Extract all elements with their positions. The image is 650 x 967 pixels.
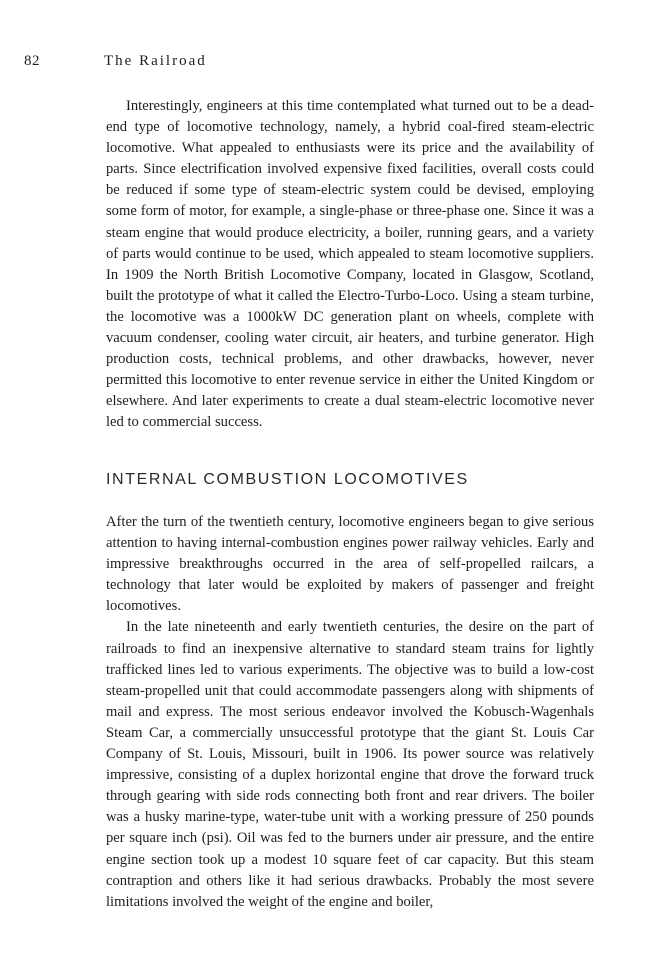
paragraph: Interestingly, engineers at this time contemplated what turned out to be a dead-end type of locomotive technology, namely, a hybrid coal-fired steam-electric locomotive. What appealed to enthusiasts were its price and the availability of parts. Since electrification involved expensive fixed facilities, overall costs could be reduced if some type of steam-electric system could be devised, employing some form of motor, for example, a single-phase or three-phase one. Since it was a steam engine that would produce electricity, a boiler, running gears, and a variety of parts would continue to be used, which appealed to steam locomotive suppliers. In 1909 the North British Locomotive Company, located in Glasgow, Scotland, built the prototype of what it called the Electro-Turbo-Loco. Using a steam turbine, the locomotive was a 1000kW DC generation plant on wheels, complete with vacuum condenser, cooling water circuit, air heaters, and turbine generator. High production costs, technical problems, and other drawbacks, however, never permitted this locomotive to enter revenue service in either the United Kingdom or elsewhere. And later experiments to create a dual steam-electric locomotive never led to commercial success. <box>106 98 594 431</box>
running-head-title: The Railroad <box>104 53 207 69</box>
paragraph: In the late nineteenth and early twentieth centuries, the desire on the part of railroads to find an inexpensive alternative to standard steam trains for lightly trafficked lines led to various experiments. The objective was to build a low-cost steam-propelled unit that could accommodate passengers along with shipments of mail and express. The most serious endeavor involved the Kobusch-Wagenhals Steam Car, a commercially unsuccessful prototype that the giant St. Louis Car Company of St. Louis, Missouri, built in 1906. Its power source was relatively impressive, consisting of a duplex horizontal engine that drove the forward truck through gearing with side rods connecting both front and rear drivers. The boiler was a husky marine-type, water-tube unit with a working pressure of 250 pounds per square inch (psi). Oil was fed to the burners under air pressure, and the entire engine section took up a modest 10 square feet of car capacity. But this steam contraption and others like it had serious drawbacks. Probably the most severe limitations involved the weight of the engine and boiler, <box>106 619 594 910</box>
running-head <box>24 53 207 70</box>
body-text-internal-combustion <box>106 512 594 913</box>
body-text-intro <box>106 96 594 434</box>
paragraph: After the turn of the twentieth century, locomotive engineers began to give serious attention to having internal-combustion engines power railway vehicles. Early and impressive breakthroughs occurred in the area of self-propelled railcars, a technology that later would be exploited by makers of passenger and freight locomotives. <box>106 514 594 615</box>
page-number: 82 <box>24 53 40 69</box>
section-heading: INTERNAL COMBUSTION LOCOMOTIVES <box>106 471 469 488</box>
